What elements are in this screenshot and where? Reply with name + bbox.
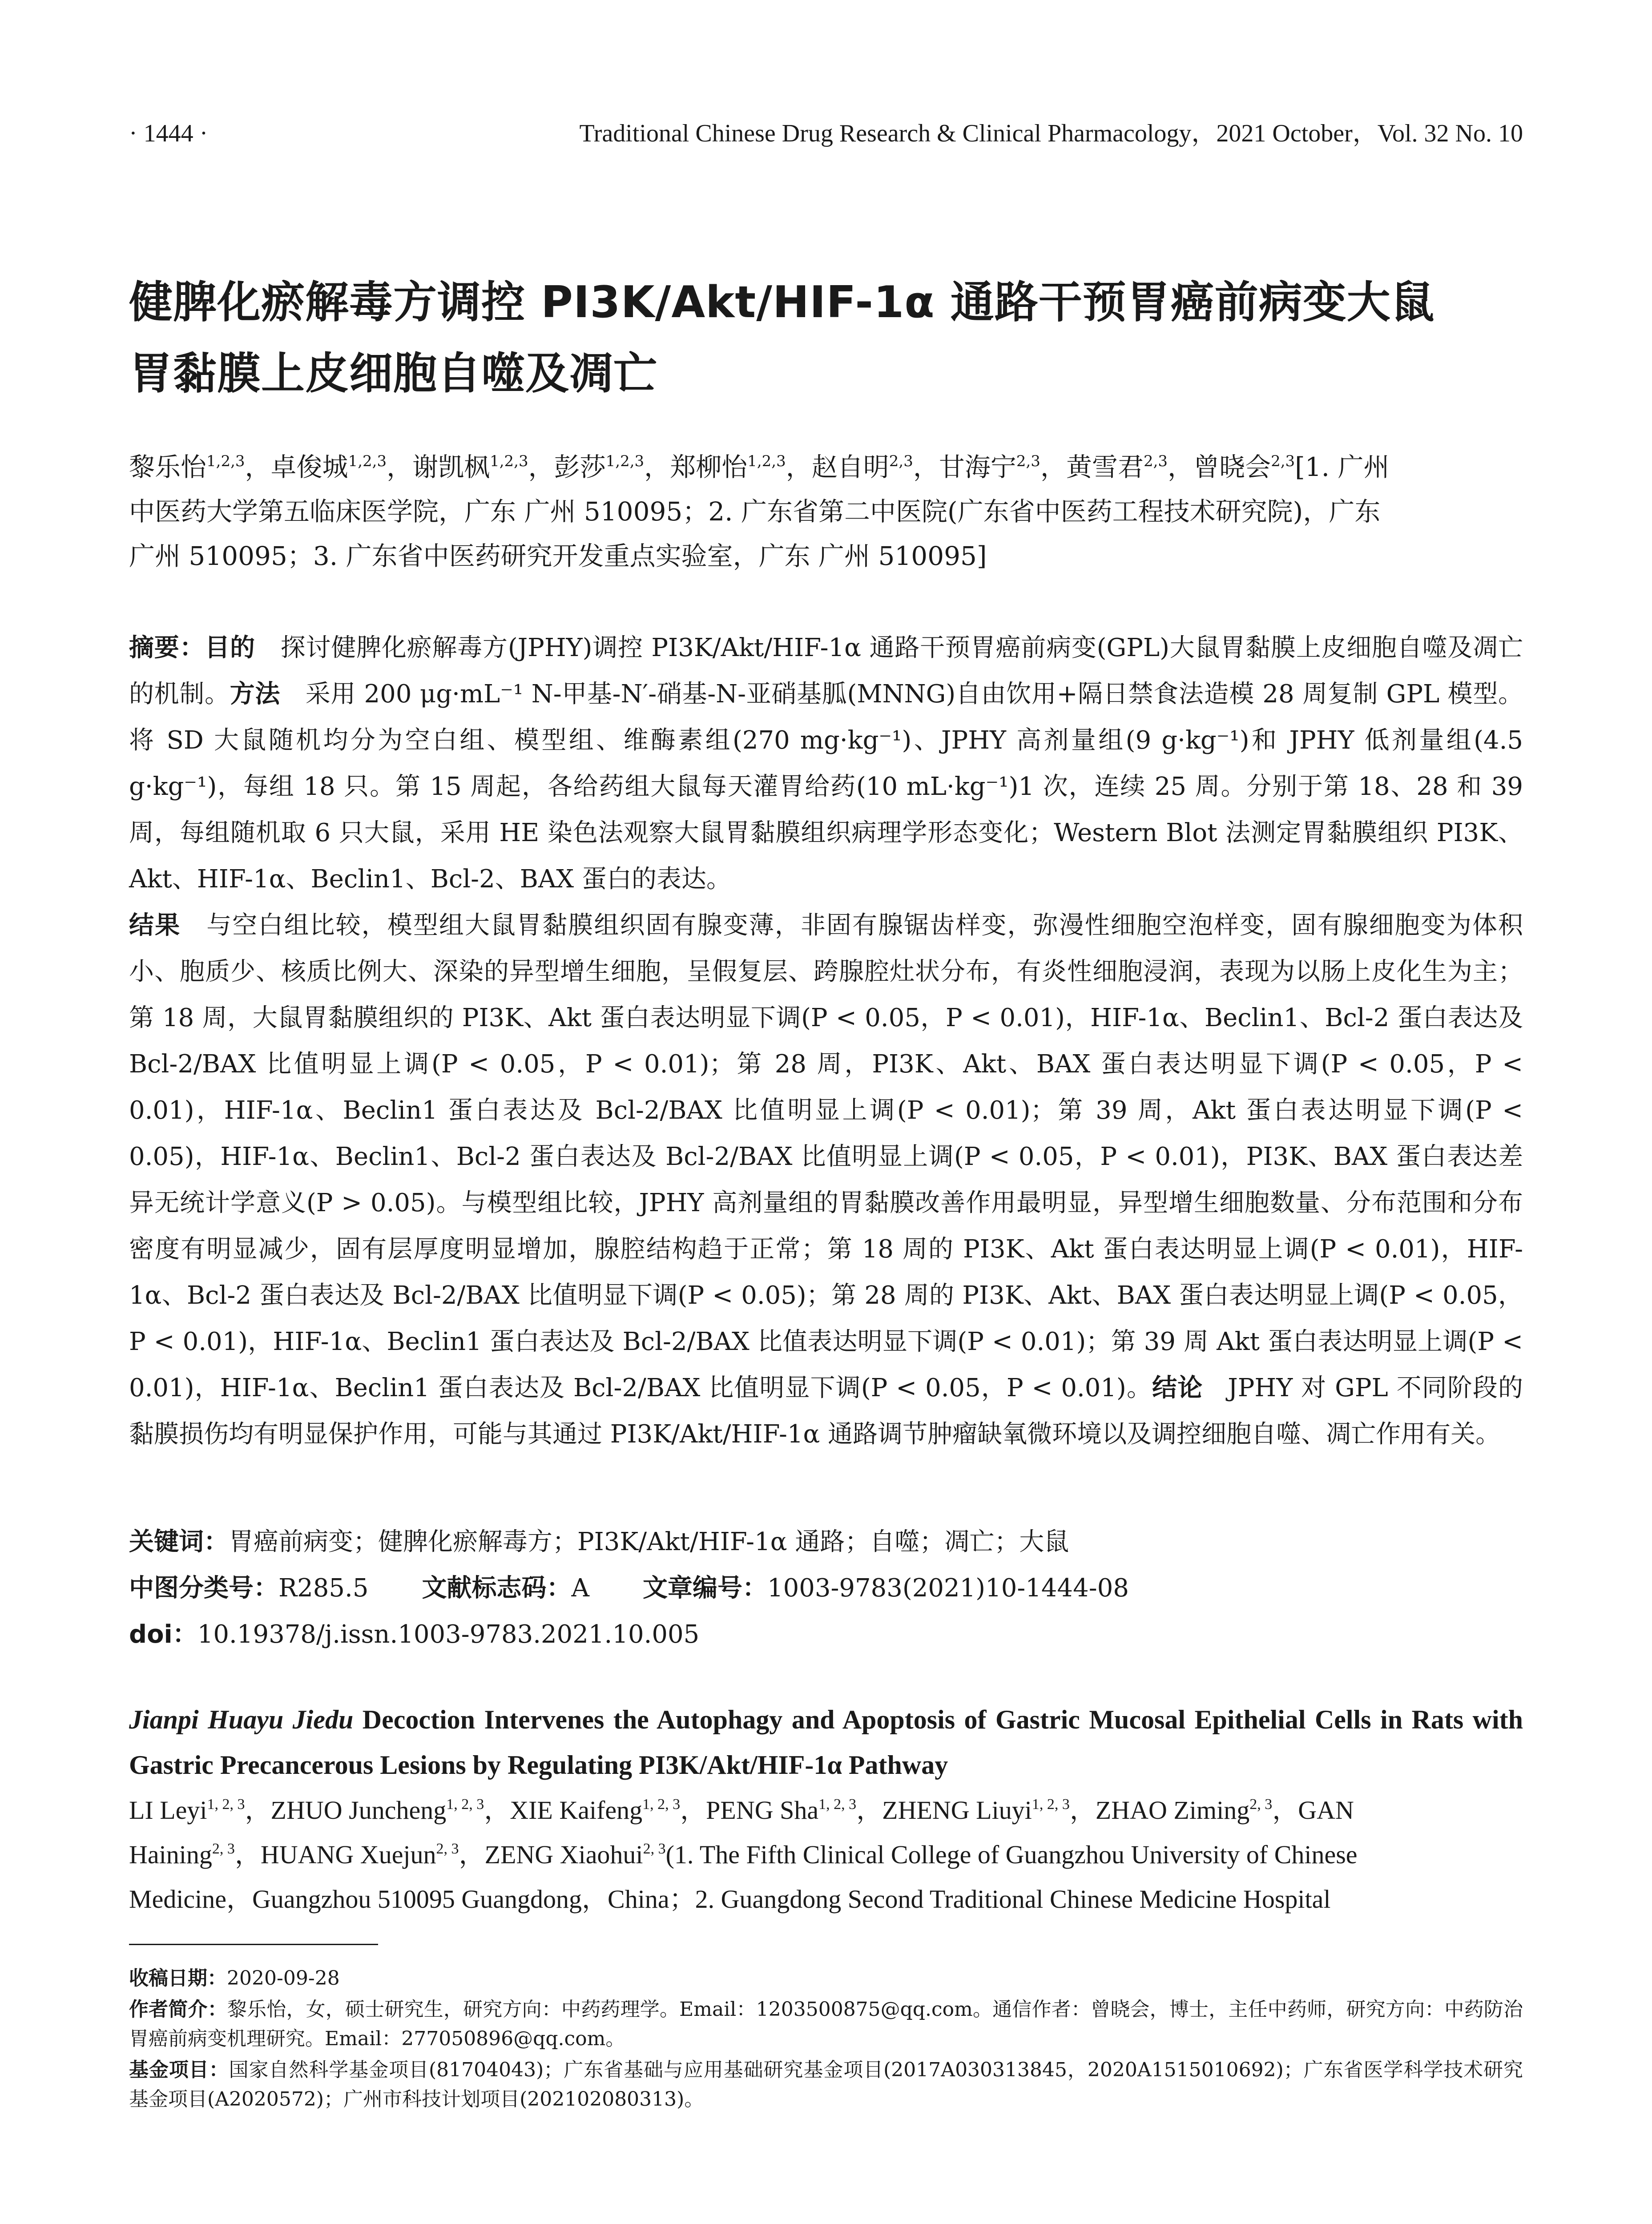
author-affiliation-marker: 2, 3 — [643, 1841, 666, 1857]
author-affiliation-marker: 1, 2, 3 — [1031, 1796, 1070, 1813]
author-affiliation-marker: 2,3 — [889, 452, 913, 470]
doc-code-value: A — [571, 1574, 589, 1603]
author-affiliation-marker: 2,3 — [1016, 452, 1040, 470]
author-name: ZHUO Juncheng — [270, 1796, 447, 1825]
doi-value: 10.19378/j.issn.1003-9783.2021.10.005 — [197, 1620, 700, 1649]
author-name: 曾晓会 — [1193, 452, 1271, 482]
author-affiliation-marker: 1, 2, 3 — [207, 1796, 245, 1813]
author-name: 彭莎 — [554, 452, 606, 482]
author-affiliation-marker: 1, 2, 3 — [818, 1796, 857, 1813]
author-name: Haining — [129, 1840, 212, 1869]
chinese-affiliation-line-2: 中医药大学第五临床医学院，广东 广州 510095；2. 广东省第二中医院(广东省中医药工程技术研究院)，广东 — [129, 496, 1381, 527]
keywords-label: 关键词： — [129, 1527, 229, 1556]
keywords-row — [129, 1519, 1523, 1565]
author-separator: ， — [1272, 1796, 1298, 1825]
affiliation-start: [1. 广州 — [1295, 452, 1390, 482]
author-name: 甘海宁 — [939, 452, 1016, 482]
author-name: ZENG Xiaohui — [484, 1840, 643, 1869]
author-affiliation-marker: 1, 2, 3 — [446, 1796, 484, 1813]
author-affiliation-marker: 1,2,3 — [206, 452, 245, 470]
article-number-value: 1003-9783(2021)10-1444-08 — [767, 1574, 1129, 1603]
doc-code-label: 文献标志码： — [422, 1574, 572, 1603]
author-separator: ， — [245, 452, 271, 482]
author-affiliation-marker: 2, 3 — [212, 1841, 235, 1857]
author-bio: 作者简介：黎乐怡，女，硕士研究生，研究方向：中药药理学。Email：1203500875@qq.com。通信作者：曾晓会，博士，主任中药师，研究方向：中药防治胃癌前病变机理研究。Email：277050896@qq.com。 — [129, 1998, 1523, 2050]
author-affiliation-marker: 2,3 — [1271, 452, 1295, 470]
author-affiliation-marker: 2,3 — [1143, 452, 1168, 470]
english-authors-affiliations — [129, 1788, 1523, 1922]
author-separator: ， — [913, 452, 939, 482]
author-separator: ， — [1168, 452, 1194, 482]
funding: 基金项目：国家自然科学基金项目(81704043)；广东省基础与应用基础研究基金项目(2017A030313845，2020A1515010692)；广东省医学科学技术研究基金项目(A2020572)；广州市科技计划项目(202102080313)。 — [129, 2059, 1523, 2111]
journal-citation: Traditional Chinese Drug Research & Clinical Pharmacology，2021 October，Vol. 32 No. 10 — [579, 120, 1523, 147]
english-title-rest: Decoction Intervenes the Autophagy and Apoptosis of Gastric Mucosal Epithelial Cells in Rats with Gastric Precancerous Lesions by Regulating PI3K/Akt/HIF-1α Pathway — [129, 1705, 1523, 1780]
footnote-divider — [129, 1944, 378, 1945]
methods-label: 方法 — [230, 680, 281, 709]
clc-label: 中图分类号： — [129, 1574, 278, 1603]
author-name: 黄雪君 — [1066, 452, 1144, 482]
classification-row — [129, 1565, 1523, 1612]
chinese-title-line-2: 胃黏膜上皮细胞自噬及凋亡 — [129, 348, 658, 399]
chinese-authors-affiliations — [129, 445, 1523, 578]
author-separator: ， — [459, 1840, 485, 1869]
page-number: · 1444 · — [129, 120, 208, 147]
conclusion-text: JPHY 对 GPL 不同阶段的黏膜损伤均有明显保护作用，可能与其通过 PI3K/Akt/HIF-1α 通路调节肿瘤缺氧微环境以及调控细胞自噬、凋亡作用有关。 — [129, 1374, 1523, 1449]
abstract-label: 摘要： — [129, 633, 205, 662]
author-separator: ， — [528, 452, 554, 482]
author-separator: ， — [644, 452, 670, 482]
objective-text: 探讨健脾化瘀解毒方(JPHY)调控 PI3K/Akt/HIF-1α 通路干预胃癌前病变(GPL)大鼠胃黏膜上皮细胞自噬及凋亡的机制。 — [129, 633, 1523, 709]
author-affiliation-marker: 1, 2, 3 — [642, 1796, 681, 1813]
chinese-abstract — [129, 625, 1523, 1458]
author-separator: ， — [1069, 1796, 1096, 1825]
author-name: LI Leyi — [129, 1796, 207, 1825]
author-affiliation-marker: 1,2,3 — [348, 452, 387, 470]
chinese-author-list — [129, 452, 1295, 482]
footnotes — [129, 1964, 1523, 2116]
author-name: ZHENG Liuyi — [882, 1796, 1032, 1825]
english-affiliation-start: (1. The Fifth Clinical College of Guangzhou University of Chinese — [665, 1840, 1358, 1869]
author-name: 郑柳怡 — [670, 452, 748, 482]
author-separator: ， — [484, 1796, 510, 1825]
author-name: 卓俊城 — [270, 452, 348, 482]
english-author-list-1 — [129, 1796, 1298, 1825]
doi-label: doi： — [129, 1620, 197, 1649]
received-date: 收稿日期：2020-09-28 — [129, 1967, 340, 1990]
author-name: 赵自明 — [811, 452, 889, 482]
english-author-tail: GAN — [1298, 1796, 1354, 1825]
objective-label: 目的 — [205, 633, 255, 662]
doi-row — [129, 1612, 1523, 1658]
english-authors-line-2 — [129, 1833, 1523, 1877]
author-affiliation-marker: 1,2,3 — [490, 452, 528, 470]
english-title-italic: Jianpi Huayu Jiedu — [129, 1705, 354, 1734]
author-name: PENG Sha — [706, 1796, 819, 1825]
methods-text: 采用 200 μg·mL⁻¹ N-甲基-N′-硝基-N-亚硝基胍(MNNG)自由饮用+隔日禁食法造模 28 周复制 GPL 模型。将 SD 大鼠随机均分为空白组、模型组、维酶素组(270 mg·kg⁻¹)、JPHY 高剂量组(9 g·kg⁻¹)和 JPHY 低剂量组(4.5 g·kg⁻¹)，每组 18 只。第 15 周起，各给药组大鼠每天灌胃给药(10 mL·kg⁻¹)1 次，连续 25 周。分别于第 18、28 和 39 周，每组随机取 6 只大鼠，采用 HE 染色法观察大鼠胃黏膜组织病理学形态变化；Western Blot 法测定胃黏膜组织 PI3K、Akt、HIF-1α、Beclin1、Bcl-2、BAX 蛋白的表达。 — [129, 680, 1523, 894]
author-name: ZHAO Ziming — [1095, 1796, 1250, 1825]
author-separator: ， — [234, 1840, 261, 1869]
author-name: HUANG Xuejun — [260, 1840, 436, 1869]
clc-value: R285.5 — [278, 1574, 369, 1603]
chinese-title — [129, 267, 1523, 409]
author-separator: ， — [1040, 452, 1066, 482]
author-name: XIE Kaifeng — [510, 1796, 643, 1825]
english-affiliation-line-3: Medicine，Guangzhou 510095 Guangdong，China；2. Guangdong Second Traditional Chinese Medicine Hospital — [129, 1885, 1331, 1914]
chinese-title-line-1: 健脾化瘀解毒方调控 PI3K/Akt/HIF-1α 通路干预胃癌前病变大鼠 — [129, 277, 1435, 328]
author-affiliation-marker: 1,2,3 — [605, 452, 645, 470]
author-affiliation-marker: 2, 3 — [436, 1841, 459, 1857]
author-affiliation-marker: 1,2,3 — [747, 452, 786, 470]
running-header — [129, 113, 1523, 149]
chinese-affiliation-line-3: 广州 510095；3. 广东省中医药研究开发重点实验室，广东 广州 510095] — [129, 541, 987, 571]
author-separator: ， — [786, 452, 812, 482]
english-title — [129, 1697, 1523, 1788]
author-name: 黎乐怡 — [129, 452, 207, 482]
author-affiliation-marker: 2, 3 — [1249, 1796, 1273, 1813]
keywords-text: 胃癌前病变；健脾化瘀解毒方；PI3K/Akt/HIF-1α 通路；自噬；凋亡；大鼠 — [229, 1527, 1069, 1556]
conclusion-label: 结论 — [1152, 1374, 1203, 1402]
article-number-label: 文章编号： — [642, 1574, 767, 1603]
english-author-list-2 — [129, 1840, 666, 1869]
chinese-authors-line-1 — [129, 445, 1523, 489]
author-separator: ， — [856, 1796, 882, 1825]
article-metadata — [129, 1519, 1523, 1658]
author-separator: ， — [245, 1796, 271, 1825]
author-separator: ， — [680, 1796, 706, 1825]
author-name: 谢凯枫 — [412, 452, 490, 482]
results-label: 结果 — [129, 911, 181, 940]
english-authors-line-1 — [129, 1788, 1523, 1833]
results-text: 与空白组比较，模型组大鼠胃黏膜组织固有腺变薄，非固有腺锯齿样变，弥漫性细胞空泡样变，固有腺细胞变为体积小、胞质少、核质比例大、深染的异型增生细胞，呈假复层、跨腺腔灶状分布，有炎性细胞浸润，表现为以肠上皮化生为主；第 18 周，大鼠胃黏膜组织的 PI3K、Akt 蛋白表达明显下调(P < 0.05，P < 0.01)，HIF-1α、Beclin1、Bcl-2 蛋白表达及 Bcl-2/BAX 比值明显上调(P < 0.05，P < 0.01)；第 28 周，PI3K、Akt、BAX 蛋白表达明显下调(P < 0.05，P < 0.01)，HIF-1α、Beclin1 蛋白表达及 Bcl-2/BAX 比值明显上调(P < 0.01)；第 39 周，Akt 蛋白表达明显下调(P < 0.05)，HIF-1α、Beclin1、Bcl-2 蛋白表达及 Bcl-2/BAX 比值明显上调(P < 0.05，P < 0.01)，PI3K、BAX 蛋白表达差异无统计学意义(P > 0.05)。与模型组比较，JPHY 高剂量组的胃黏膜改善作用最明显，异型增生细胞数量、分布范围和分布密度有明显减少，固有层厚度明显增加，腺腔结构趋于正常；第 18 周的 PI3K、Akt 蛋白表达明显上调(P < 0.01)，HIF-1α、Bcl-2 蛋白表达及 Bcl-2/BAX 比值明显下调(P < 0.05)；第 28 周的 PI3K、Akt、BAX 蛋白表达明显上调(P < 0.05，P < 0.01)，HIF-1α、Beclin1 蛋白表达及 Bcl-2/BAX 比值表达明显下调(P < 0.01)；第 39 周 Akt 蛋白表达明显上调(P < 0.01)，HIF-1α、Beclin1 蛋白表达及 Bcl-2/BAX 比值明显下调(P < 0.05，P < 0.01)。 — [129, 911, 1523, 1402]
author-separator: ， — [387, 452, 413, 482]
